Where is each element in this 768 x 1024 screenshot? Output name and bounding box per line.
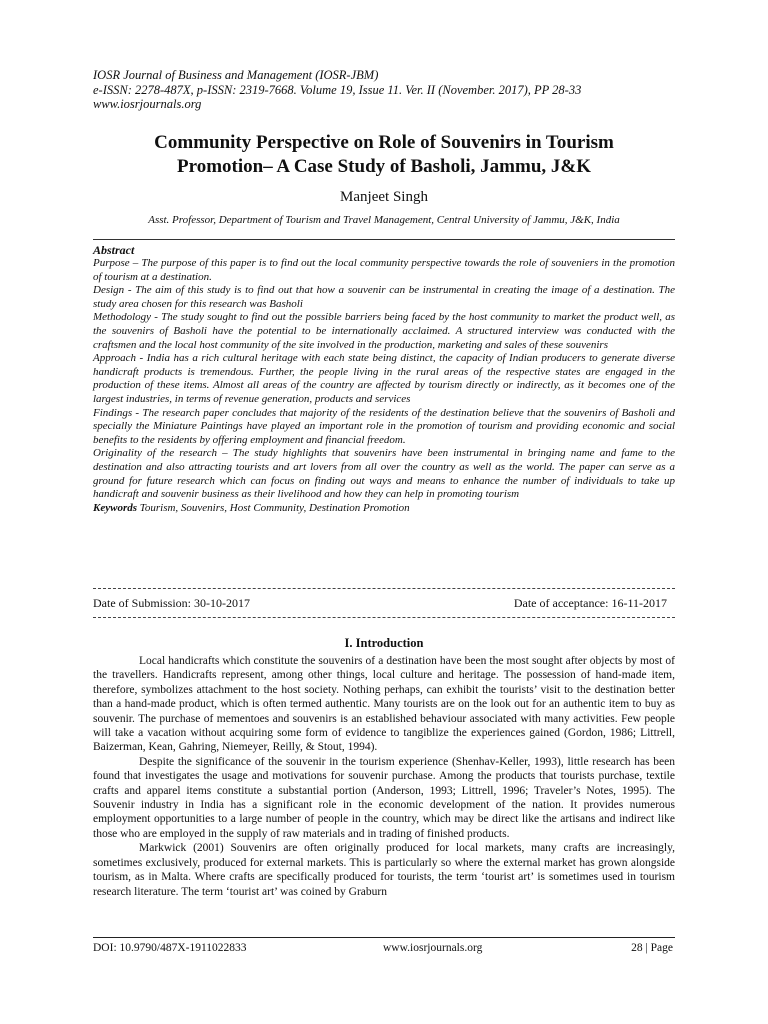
- abstract-originality: Originality of the research – The study highlights that souvenirs have been instrumental in bringing name and fame to the destination and also attracting tourists and art lovers from all over the country as well as the world. The paper can serve as a ground for future research which can focus on finding out ways and means to enhance the number of individuals to take up handicraft and souvenir business as their livelihood and how they can help in promoting tourism: [93, 447, 675, 501]
- footer-site[interactable]: www.iosrjournals.org: [383, 942, 483, 954]
- section-heading-introduction: I. Introduction: [344, 636, 424, 650]
- paper-title: [60, 131, 708, 179]
- abstract-approach: Approach - India has a rich cultural heritage with each state being distinct, the capacity of Indian producers to generate diverse handicraft products is tremendous. Further, the people living in the rural areas of the respective states are engaged in the production of these items. Almost all areas of the country are affected by tourism directly or indirectly, as it becomes one of the largest industries, in terms of revenue generation, products and services: [93, 352, 675, 405]
- abstract-keywords: [93, 502, 675, 516]
- abstract-top-rule: [93, 239, 675, 240]
- journal-name: IOSR Journal of Business and Management (IOSR-JBM): [93, 68, 379, 82]
- abstract-methodology: Methodology - The study sought to find out the possible barriers being faced by the host community to market the product well, as the souvenirs of Basholi have the potential to be internationally acclaimed. A structured interview was conducted with the craftsmen and the local host community of the site involved in the production, marketing and sales of these souvenirs: [93, 311, 675, 351]
- dates-bottom-dashed-rule: [93, 617, 675, 618]
- journal-header: [93, 68, 693, 112]
- intro-paragraph-1: Local handicrafts which constitute the souvenirs of a destination have been the most sought after objects by most of the travellers. Handicrafts represent, among other things, local culture and heritage. The possession of hand-made item, therefore, symbolizes attachment to the host society. Nothing perhaps, can exhibit the tourists’ visit to the destination better than a hand-made product, which is often termed authentic. Many tourists are on the look out for an authentic item to buy as souvenir. The purchase of mementoes and souvenirs is an established behaviour associated with many activities. Few people will take a vacation without acquiring some form of evidence to tangiblize the experiences gained (Gordon, 1986; Littrell, Baizerman, Kean, Gahring, Niemeyer, Reilly, & Stout, 1994).: [93, 655, 675, 754]
- title-line-1: Community Perspective on Role of Souvenirs in Tourism: [154, 132, 614, 153]
- journal-site[interactable]: www.iosrjournals.org: [93, 97, 202, 111]
- introduction-body: [93, 654, 675, 899]
- keywords-text: Tourism, Souvenirs, Host Community, Destination Promotion: [137, 501, 410, 514]
- abstract-findings: Findings - The research paper concludes that majority of the residents of the destination believe that the souvenirs of Basholi and specially the Miniature Paintings have played an important role in the promotion of tourism and providing economic and social benefits to the residents by offering employment and financial freedom.: [93, 406, 675, 446]
- dates-row: [93, 596, 675, 611]
- footer-page-number: 28 | Page: [631, 942, 673, 954]
- footer-doi: DOI: 10.9790/487X-1911022833: [93, 942, 247, 954]
- abstract-heading: Abstract: [93, 243, 135, 257]
- intro-paragraph-2: Despite the significance of the souvenir in the tourism experience (Shenhav-Keller, 1993), little research has been found that investigates the usage and motivations for souvenir purchase. Among the products that tourists purchase, textile crafts and apparel items constitute a substantial portion (Anderson, 1993; Littrell, 1996; Traveler’s Notes, 1995). The Souvenir industry in India has a significant role in the economic development of the nation. It provides numerous employment opportunities to a large number of people in the country, which may be direct like the artisans and indirect like those who are employed in the supply of raw materials and in trading of finished products.: [93, 755, 675, 840]
- footer-rule: [93, 937, 675, 938]
- keywords-label: Keywords: [93, 501, 137, 514]
- author-name: Manjeet Singh: [340, 189, 428, 205]
- dates-top-dashed-rule: [93, 588, 675, 589]
- page-footer: [93, 942, 675, 954]
- title-line-2: Promotion– A Case Study of Basholi, Jammu, J&K: [177, 156, 591, 177]
- acceptance-date: Date of acceptance: 16-11-2017: [513, 596, 667, 610]
- abstract-block: [93, 243, 675, 515]
- author-affiliation: Asst. Professor, Department of Tourism and Travel Management, Central University of Jammu, J&K, India: [148, 214, 620, 226]
- submission-date: Date of Submission: 30-10-2017: [93, 596, 250, 610]
- intro-paragraph-3: Markwick (2001) Souvenirs are often originally produced for local markets, many crafts are increasingly, sometimes exclusively, produced for external markets. This is particularly so where the external market has grown alongside tourism, as in Malta. Where crafts are specifically produced for tourists, the term ‘tourist art’ is sometimes used in tourism research literature. The term ‘tourist art’ was coined by Graburn: [93, 842, 675, 898]
- abstract-purpose: Purpose – The purpose of this paper is to find out the local community perspective towards the role of souveniers in the promotion of tourism at a destination.: [93, 257, 675, 283]
- journal-issn: e-ISSN: 2278-487X, p-ISSN: 2319-7668. Volume 19, Issue 11. Ver. II (November. 2017), PP 28-33: [93, 82, 582, 97]
- abstract-design: Design - The aim of this study is to find out that how a souvenir can be instrumental in creating the image of a destination. The study area chosen for this research was Basholi: [93, 284, 675, 310]
